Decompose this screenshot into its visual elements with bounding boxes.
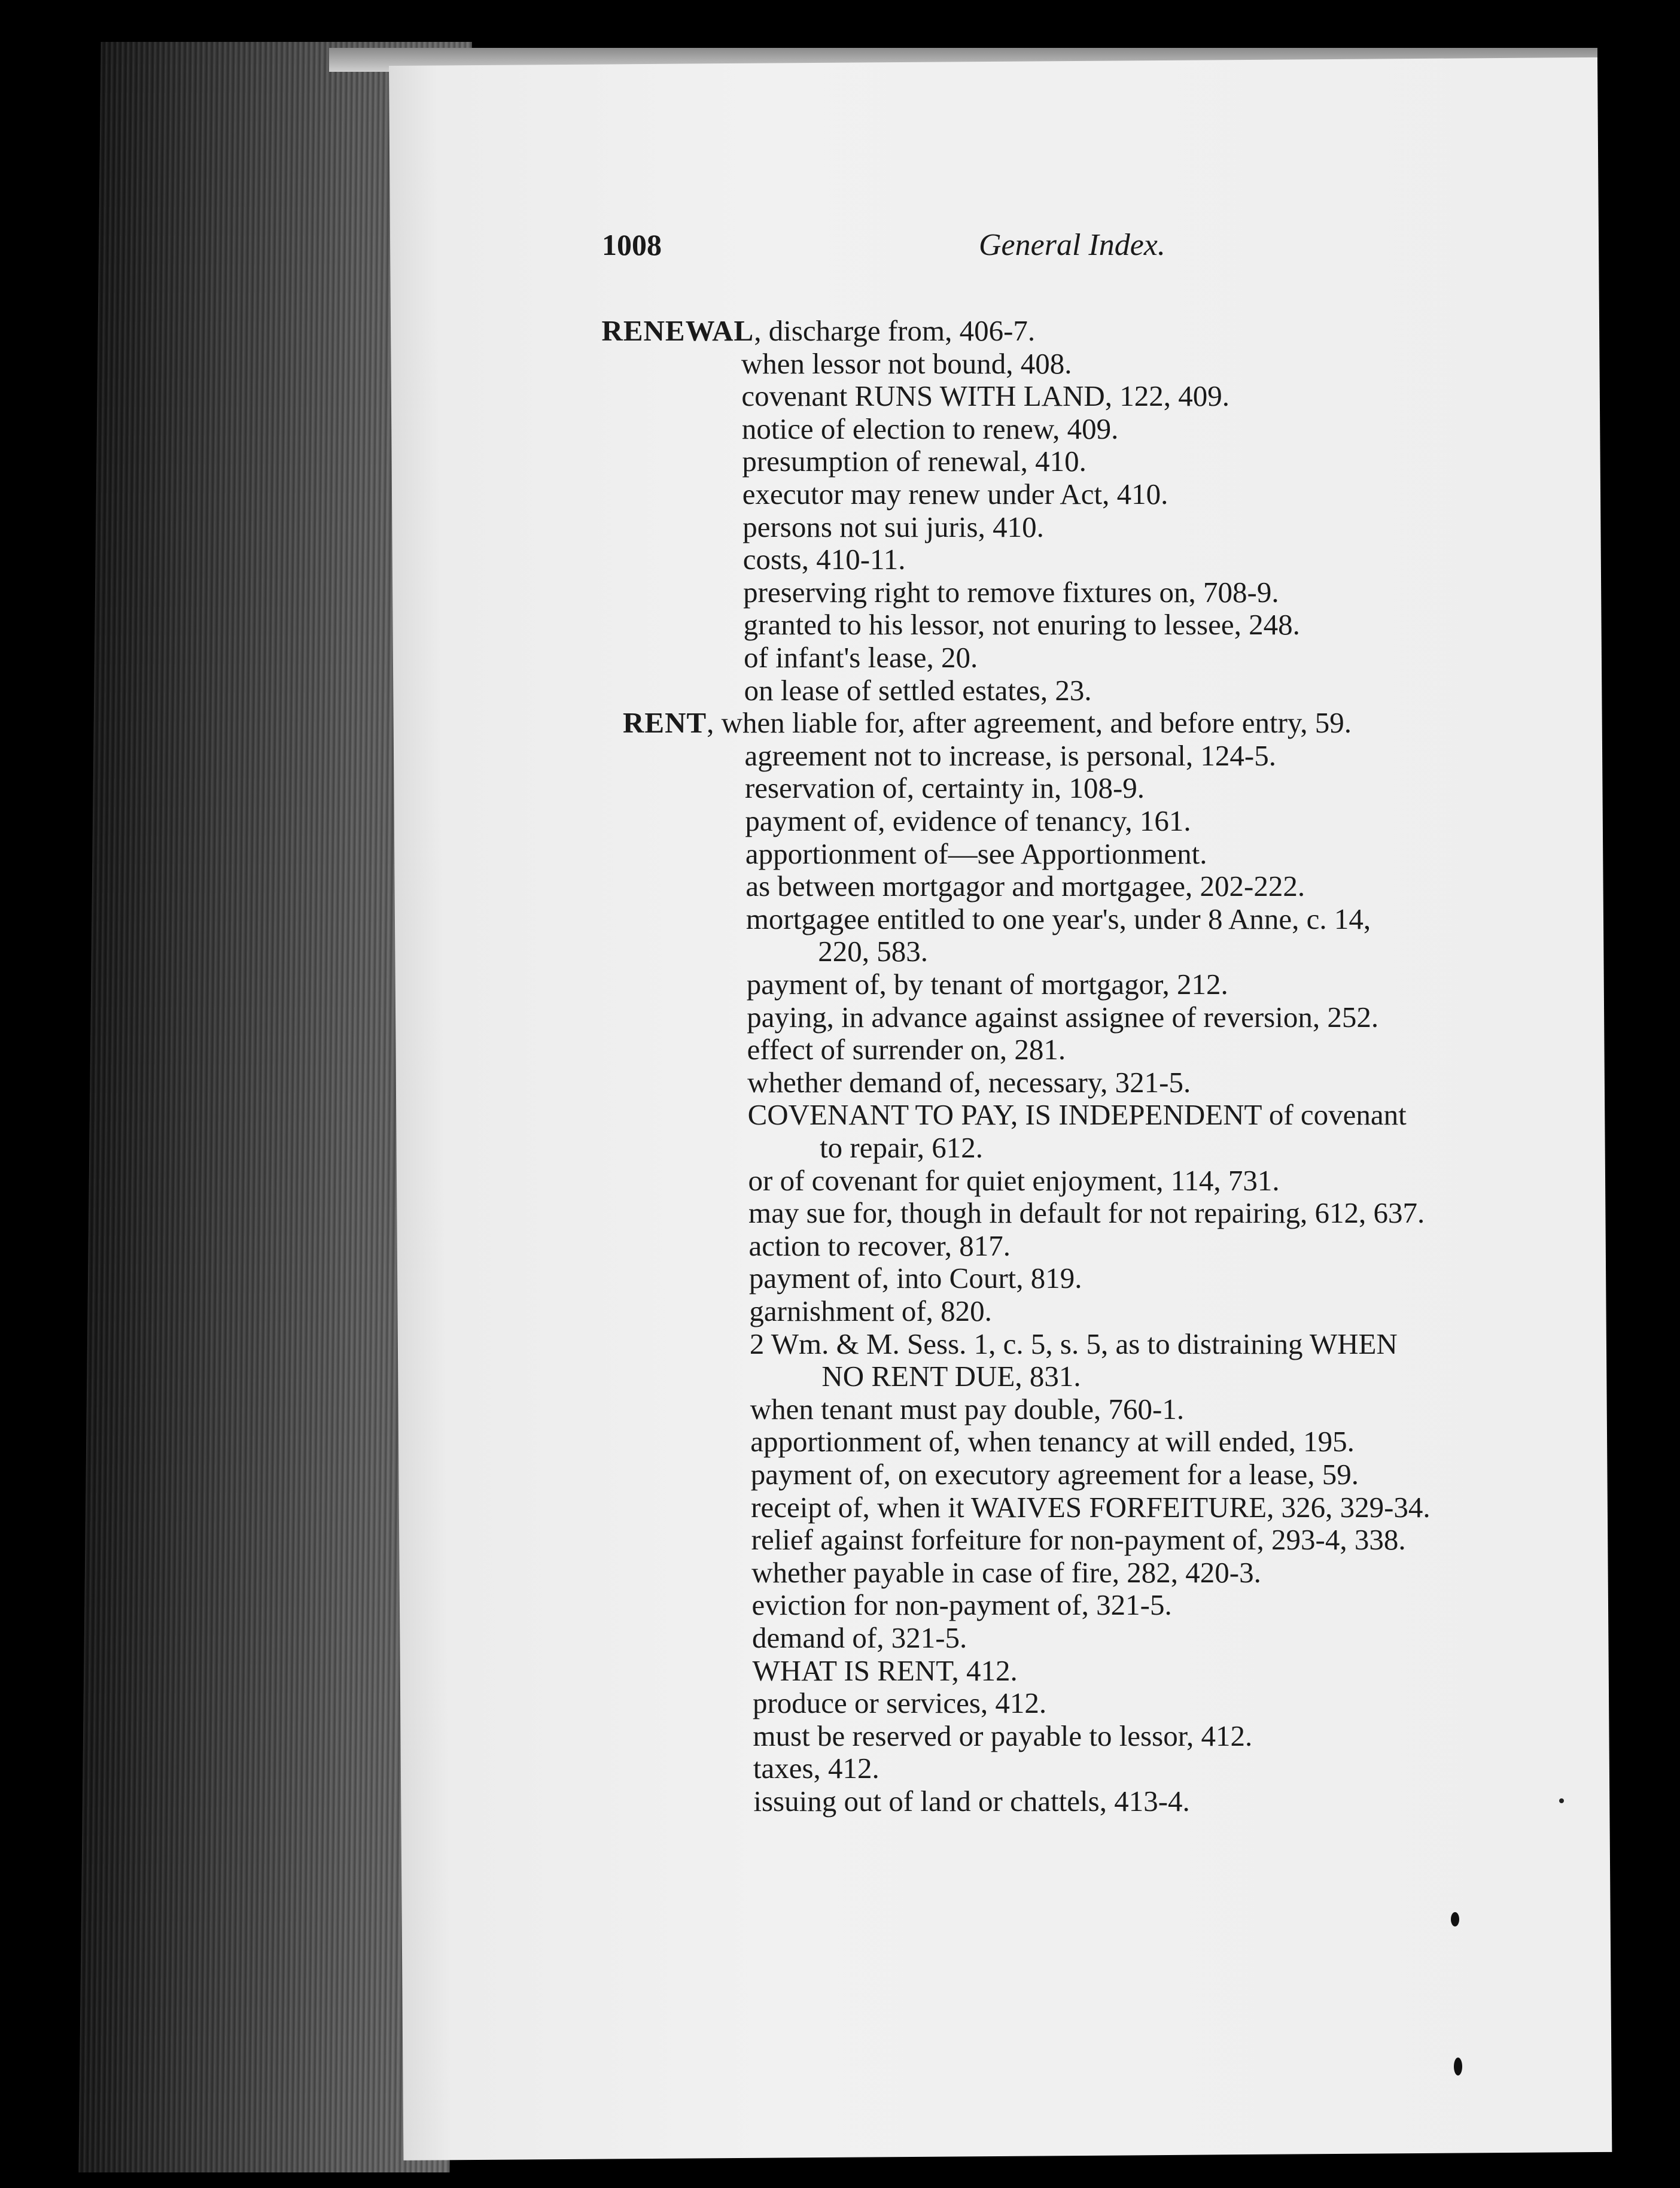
index-subentry: agreement not to increase, is personal, 124-5. <box>744 739 1276 772</box>
dust-speck <box>1454 2058 1462 2075</box>
index-subentry: demand of, 321-5. <box>752 1621 967 1654</box>
index-subentry: notice of election to renew, 409. <box>741 412 1119 445</box>
index-subentry: of infant's lease, 20. <box>744 641 978 674</box>
index-subentry: relief against forfeiture for non-payment of, 293-4, 338. <box>751 1523 1406 1557</box>
page-number: 1008 <box>602 228 662 262</box>
index-continuation: 220, 583. <box>818 935 929 968</box>
running-head: General Index. <box>979 228 1165 262</box>
index-heading: RENT, when liable for, after agreement, and before entry, 59. <box>623 706 1352 740</box>
index-subentry: preserving right to remove fixtures on, 708-9. <box>743 575 1279 609</box>
index-subentry: must be reserved or payable to lessor, 412. <box>753 1719 1253 1752</box>
index-subentry: payment of, into Court, 819. <box>748 1262 1082 1295</box>
index-subentry: receipt of, when it WAIVES FORFEITURE, 326, 329-34. <box>751 1490 1431 1524</box>
index-subentry: issuing out of land or chattels, 413-4. <box>753 1785 1190 1818</box>
index-subentry: garnishment of, 820. <box>749 1294 992 1327</box>
index-heading-word: RENEWAL <box>601 314 754 347</box>
index-subentry: 2 Wm. & M. Sess. 1, c. 5, s. 5, as to distraining WHEN <box>749 1327 1398 1360</box>
index-subentry: whether payable in case of fire, 282, 420-3. <box>751 1555 1261 1589</box>
index-subentry: whether demand of, necessary, 321-5. <box>747 1065 1191 1099</box>
index-subentry: action to recover, 817. <box>748 1229 1011 1262</box>
index-subentry: granted to his lessor, not enuring to lessee, 248. <box>743 608 1300 642</box>
index-subentry: or of covenant for quiet enjoyment, 114, 731. <box>748 1163 1280 1197</box>
dust-speck <box>1559 1798 1564 1803</box>
index-subentry: mortgagee entitled to one year's, under 8 Anne, c. 14, <box>745 902 1371 935</box>
index-continuation: to repair, 612. <box>820 1131 983 1164</box>
index-subentry: executor may renew under Act, 410. <box>742 478 1168 510</box>
index-subentry: payment of, evidence of tenancy, 161. <box>745 804 1191 837</box>
index-subentry: COVENANT TO PAY, IS INDEPENDENT of covenant <box>747 1098 1407 1132</box>
index-subentry: paying, in advance against assignee of reversion, 252. <box>747 1000 1379 1034</box>
index-subentry: reservation of, certainty in, 108-9. <box>744 771 1145 805</box>
index-heading: RENEWAL, discharge from, 406-7. <box>601 314 1036 347</box>
index-subentry: as between mortgagor and mortgagee, 202-222. <box>745 870 1305 903</box>
dust-speck <box>1451 1912 1459 1926</box>
index-subentry: produce or services, 412. <box>752 1686 1047 1720</box>
index-subentry: taxes, 412. <box>753 1752 879 1785</box>
index-subentry: persons not sui juris, 410. <box>742 510 1044 543</box>
index-subentry: effect of surrender on, 281. <box>747 1033 1066 1066</box>
index-subentry: payment of, on executory agreement for a lease, 59. <box>750 1458 1359 1491</box>
index-subentry: WHAT IS RENT, 412. <box>752 1654 1018 1687</box>
index-subentry: covenant RUNS WITH LAND, 122, 409. <box>741 379 1230 413</box>
index-subentry: may sue for, though in default for not repairing, 612, 637. <box>748 1196 1425 1230</box>
index-subentry: presumption of renewal, 410. <box>742 445 1086 478</box>
index-subentry: on lease of settled estates, 23. <box>744 673 1092 707</box>
index-subentry: when lessor not bound, 408. <box>741 347 1072 380</box>
index-subentry: payment of, by tenant of mortgagor, 212. <box>746 968 1228 1001</box>
index-subentry: apportionment of, when tenancy at will ended, 195. <box>750 1425 1355 1458</box>
index-heading-word: RENT <box>623 706 707 740</box>
index-subentry: apportionment of—see Apportionment. <box>745 837 1207 870</box>
index-subentry: when tenant must pay double, 760-1. <box>750 1392 1185 1426</box>
page-header <box>602 227 1535 275</box>
index-subentry: eviction for non-payment of, 321-5. <box>751 1588 1172 1622</box>
index-continuation: NO RENT DUE, 831. <box>821 1360 1081 1393</box>
index-subentry: costs, 410-11. <box>742 543 906 576</box>
